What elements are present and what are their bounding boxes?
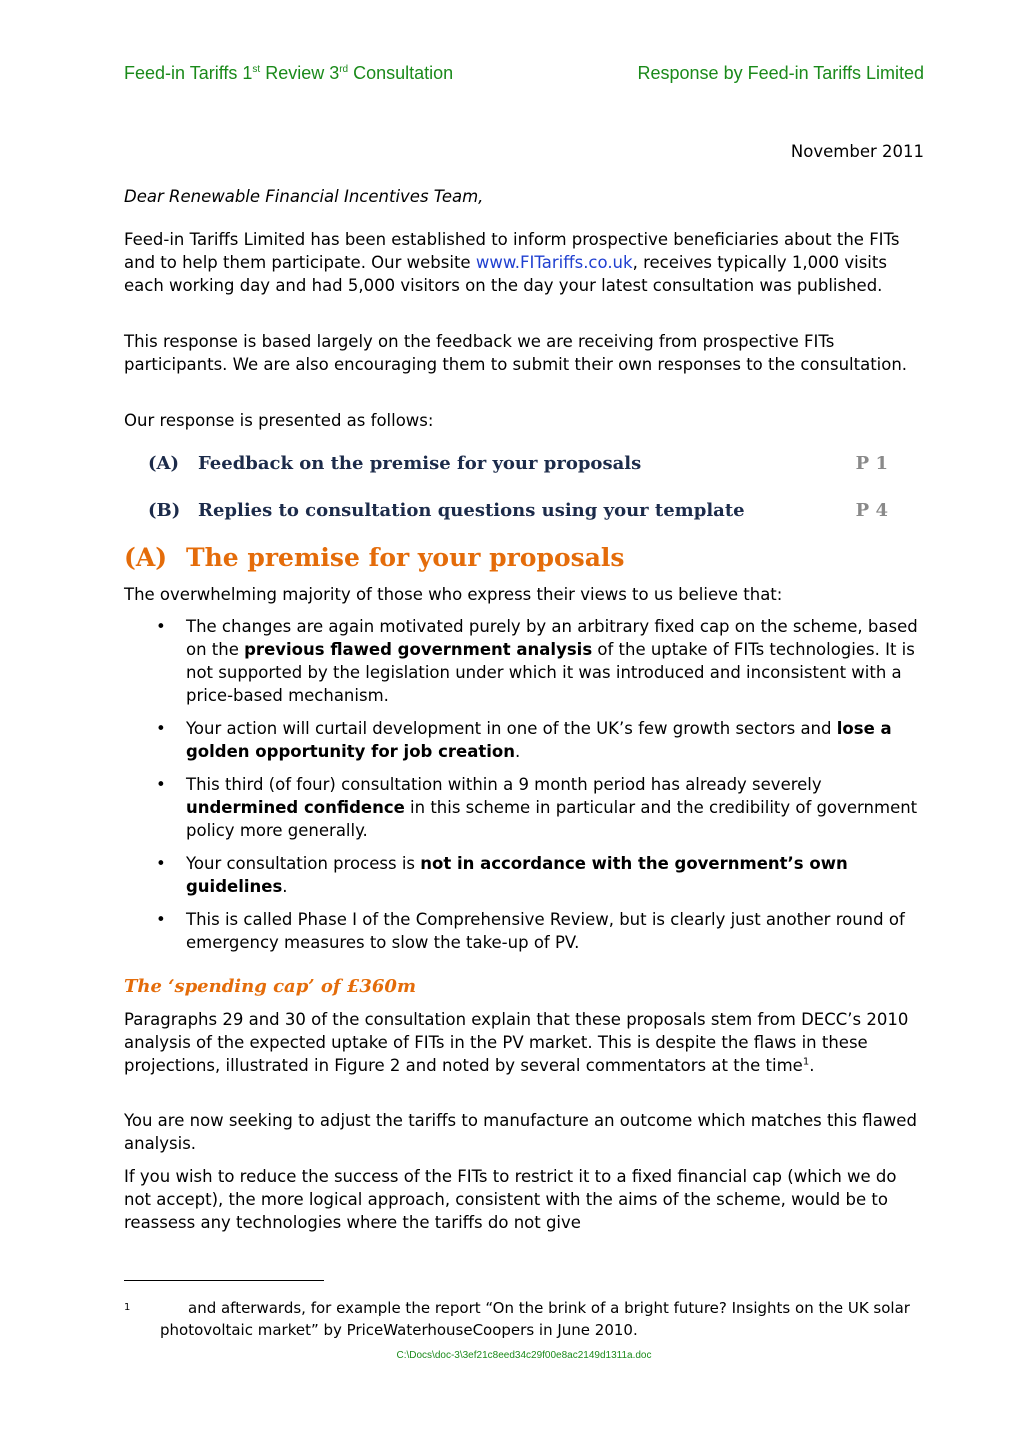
intro-paragraph-3: Our response is presented as follows: [124, 411, 434, 430]
footnote [124, 1297, 924, 1341]
intro-paragraph-2: This response is based largely on the feedback we are receiving from prospective FITs participants. We are also encouraging them to submit their own responses to the consultation. [124, 332, 908, 374]
list-item: • This third (of four) consultation within a 9 month period has already severely undermined confidence in this scheme in particular and the credibility of government policy more generally. [156, 775, 918, 840]
list-item: • The changes are again motivated purely by an arbitrary fixed cap on the scheme, based on the previous flawed government analysis of the uptake of FITs technologies. It is not supported by the legislation under which it was introduced and inconsistent with a price-based mechanism. [156, 617, 918, 705]
letter-date: November 2011 [790, 142, 924, 161]
footnote-number: 1 [124, 1302, 131, 1313]
website-link[interactable]: www.FITariffs.co.uk [475, 253, 633, 272]
intro-paragraph-1: Feed-in Tariffs Limited has been established to inform prospective beneficiaries about the FITs and to help them participate. Our website www.FITariffs.co.uk, receives typically 1,000 visits each working day and had 5,000 visitors on the day your latest consultation was published. [124, 230, 900, 295]
section-a-heading: (A) The premise for your proposals [124, 543, 625, 572]
footer-file-path: C:\Docs\doc-3\3ef21c8eed34c29f00e8ac2149d1311a.doc [396, 1350, 652, 1361]
footnote-reference[interactable]: 1 [802, 1056, 810, 1068]
subsection-heading: The ‘spending cap’ of £360m [124, 976, 416, 997]
footnote-text: and afterwards, for example the report “On the brink of a bright future? Insights on the UK solar photovoltaic market” by PriceWaterhouseCoopers in June 2010. [160, 1299, 910, 1339]
subsection-paragraph-3: If you wish to reduce the success of the FITs to restrict it to a fixed financial cap (which we do not accept), the more logical approach, consistent with the aims of the scheme, would be to reassess any technologies where the tariffs do not give [124, 1167, 897, 1232]
document-page: Feed-in Tariffs 1st Review 3rd Consultation Response by Feed-in Tariffs Limited November 2011 Dear Renewable Financial Incentives Team, Feed-in Tariffs Limited has been established to inform prospective beneficiaries about the FITs and to help them participate. Our website www.FITariffs.co.uk, receives typically 1,000 visits each working day and had 5,000 visitors on the day your latest consultation was published. This response is based largely on the feedback we are receiving from prospective FITs participants. We are also encouraging them to submit their own responses to the consultation. Our response is presented as follows: (A) Feedback on the premise for your proposals P 1 (B) Replies to consultation questions using your template P 4 (A) The premise for your proposals The overwhelming majority of those who express their views to us believe that: • The changes are again motivated purely by an arbitrary fixed cap on the scheme, based on the previous flawed government analysis of the uptake of FITs technologies. It is not supported by the legislation under which it was introduced and inconsistent with a price-based mechanism. • Your action will curtail development in one of the UK’s few growth sectors and lose a golden opportunity for job creation. • This third (of four) consultation within a 9 month period has already severely undermined confidence in this scheme in particular and the credibility of government policy more generally. • Your consultation process is not in accordance with the government’s own guidelines. • This is called Phase I of the Comprehensive Review, but is clearly just another round of emergency measures to slow the take-up of PV. The ‘spending cap’ of £360m Paragraphs 29 and 30 of the consultation explain that these proposals stem from DECC’s 2010 analysis of the expected uptake of FITs in the PV market. This is despite the flaws in these projections, illustrated in Figure 2 and noted by several commentators at the time$^1$. You are now seeking to adjust the tariffs to manufacture an outcome which matches this flawed analysis. If you wish to reduce the success of the FITs to restrict it to a fixed financial cap (which we do not accept), the more logical approach, consistent with the aims of the scheme, would be to reassess any technologies where the tariffs do not give 1 and afterwards, for example the report “On the brink of a bright future? Insights on the UK solar photovoltaic market” by PriceWaterhouseCoopers in June 2010. C:\Docs\doc-3\3ef21c8eed34c29f00e8ac2149d1311a.doc [124, 63, 924, 1361]
section-a-lead: The overwhelming majority of those who express their views to us believe that: [124, 585, 783, 604]
header-left: Feed-in Tariffs 1st Review 3rd Consultation [124, 63, 454, 83]
list-item: • Your action will curtail development in one of the UK’s few growth sectors and lose a golden opportunity for job creation. [156, 719, 892, 761]
list-item: • Your consultation process is not in accordance with the government’s own guidelines. [156, 854, 848, 896]
footnote-separator [124, 1280, 324, 1281]
greeting: Dear Renewable Financial Incentives Team, [124, 187, 484, 206]
header-right: Response by Feed-in Tariffs Limited [637, 63, 924, 83]
premise-bullet-list [124, 615, 924, 964]
subsection-paragraph-2: You are now seeking to adjust the tariffs to manufacture an outcome which matches this flawed analysis. [124, 1111, 917, 1153]
list-item: • This is called Phase I of the Comprehensive Review, but is clearly just another round of emergency measures to slow the take-up of PV. [156, 910, 905, 952]
subsection-paragraph-1: Paragraphs 29 and 30 of the consultation explain that these proposals stem from DECC’s 2010 analysis of the expected uptake of FITs in the PV market. This is despite the flaws in these projections, illustrated in Figure 2 and noted by several commentators at the time$^1$. [124, 1010, 909, 1075]
